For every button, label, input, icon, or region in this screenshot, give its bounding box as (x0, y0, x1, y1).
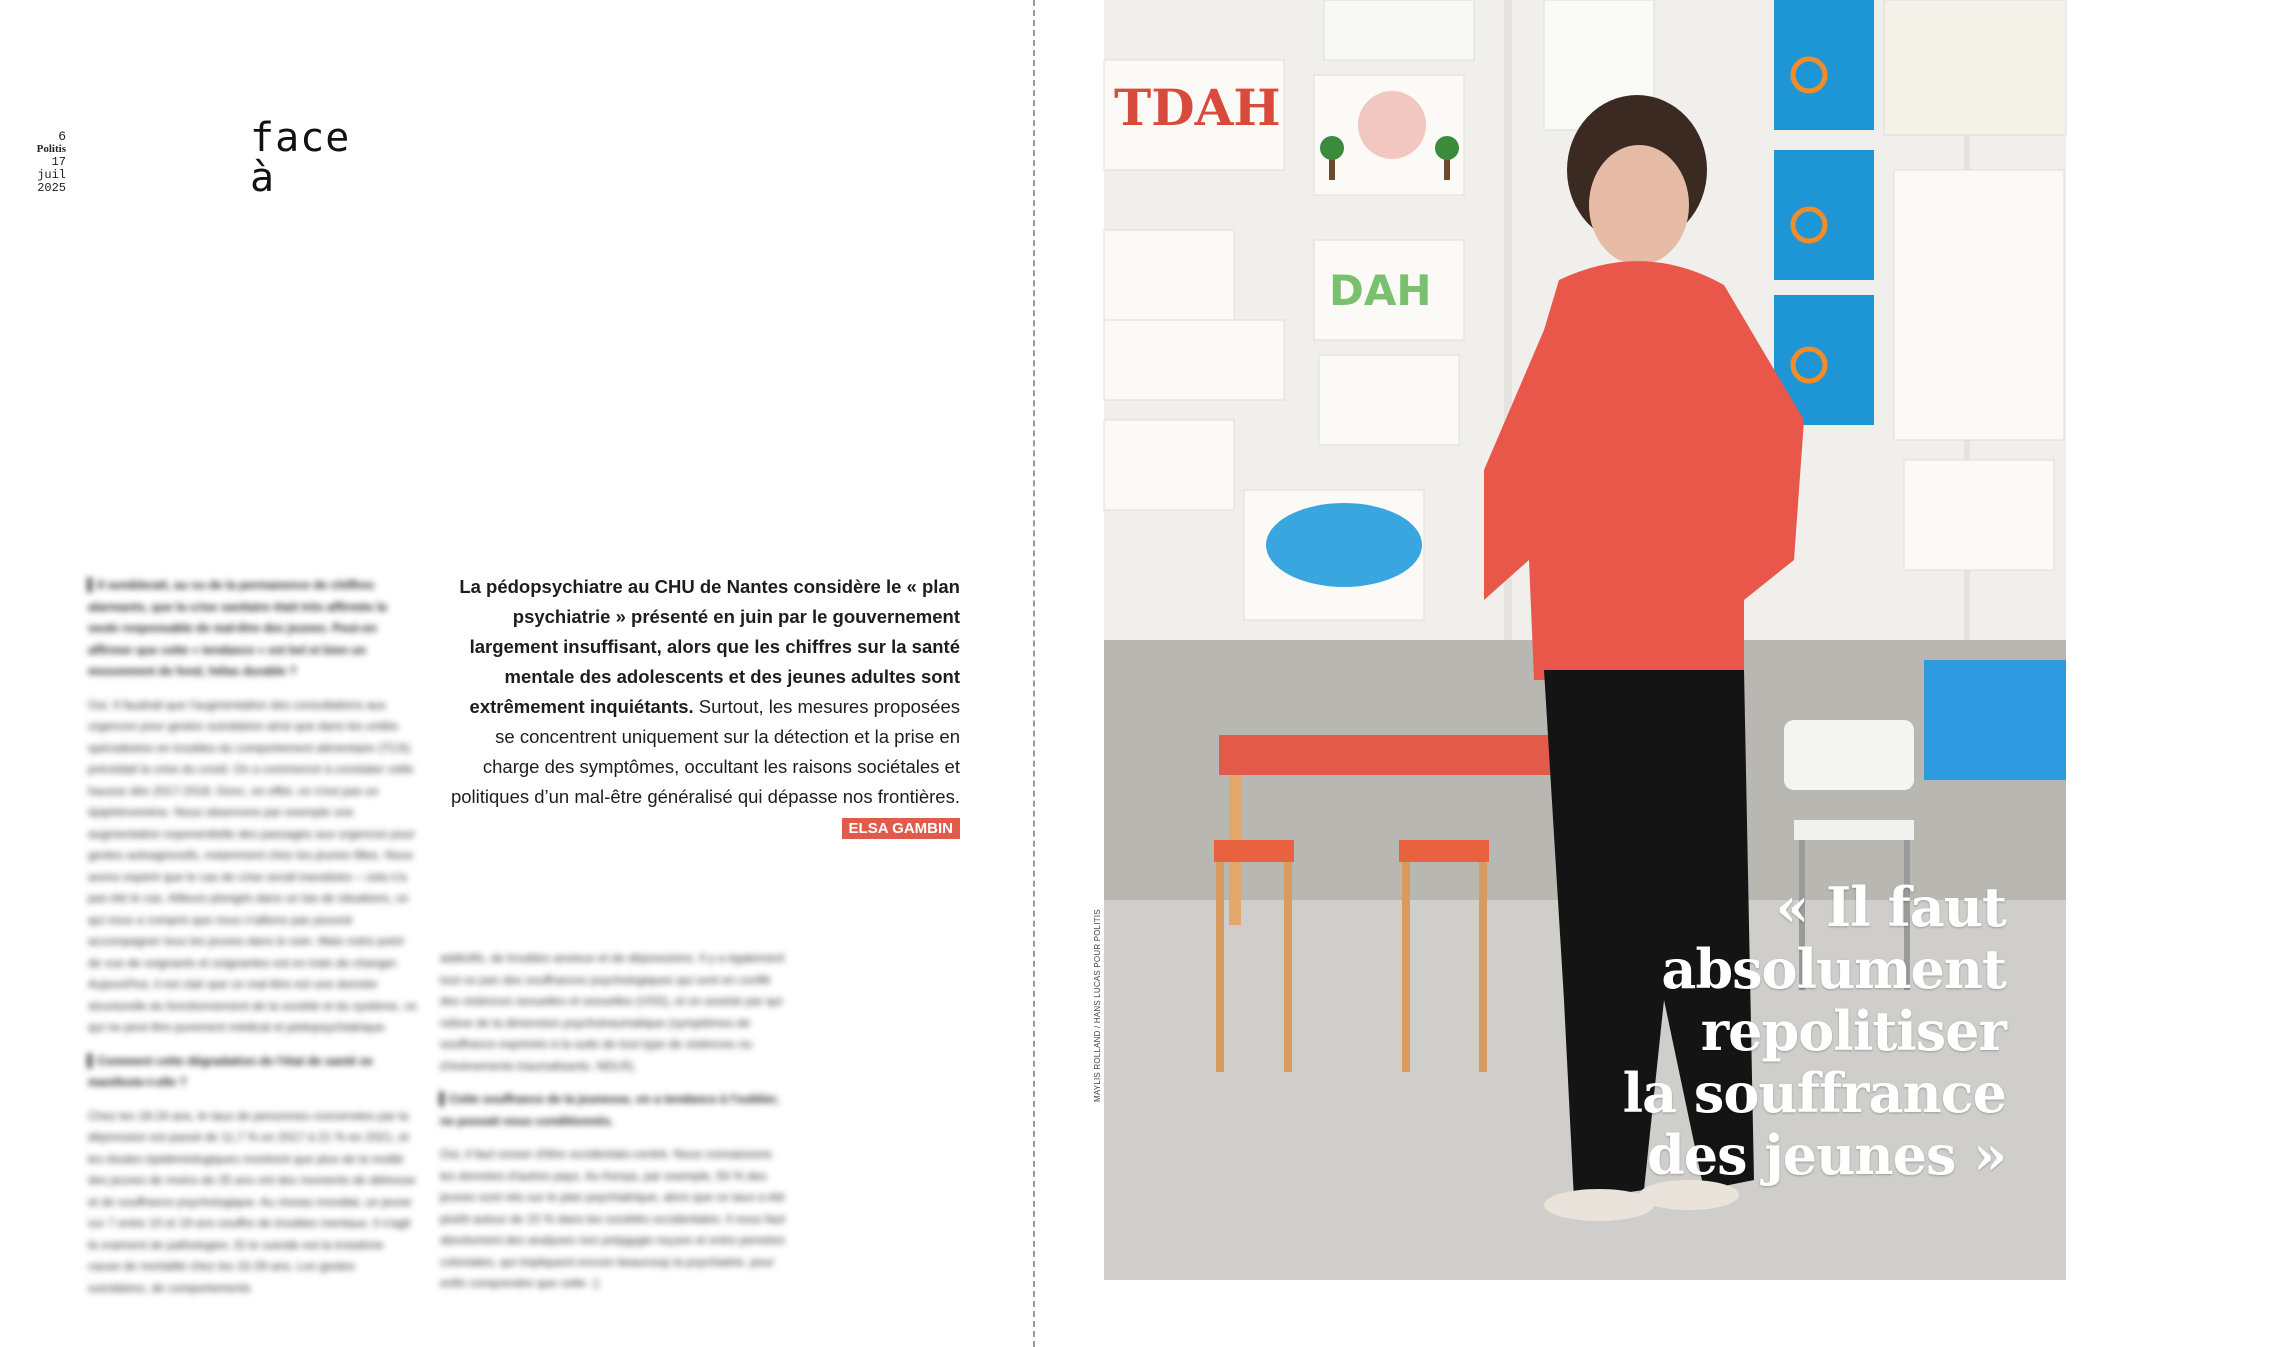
portrait-photo (1104, 0, 2270, 1288)
pull-quote (1623, 876, 2006, 1186)
page-fold (1033, 0, 1035, 1347)
blurred-body-column-2: addictifs, de troubles anxieux et de dépressions. Il y a également tout ce pan des souffrances psychologiques qui sont en conflit des violences sexuelles et sexuelles (VSS), et on assiste par qui relève de la dimension psychotraumatique (symptômes de souffrance exprimés à la suite de tout type de violences ou d'événements traumatisants. NDLR). ▍Cette souffrance de la jeunesse, on a tendance à l'oublier, ne pouvait nous conditionnés. Oui, il faut cesser d'être occidentalo-centré. Nous connaissons les données d'autres pays. Au Kenya, par exemple, 50 % des jeunes sont nés sur le plan psychiatrique, alors que ce taux a été plutôt autour de 15 % dans les sociétés occidentales. Il nous faut absolument des analyses non polygygie reçues et entre pensées coloniales, qui impliquent encore beaucoup la psychiatrie, pour enfin comprendre que cette ▯ (440, 951, 785, 1290)
svg-text:TDAH: TDAH (1114, 78, 1281, 137)
svg-text:DAH: DAH (1329, 266, 1432, 315)
standfirst-regular: Surtout, les mesures proposées se concentrent uniquement sur la détection et la prise en charge des symptômes, occultant les raisons sociétales et politiques d’un mal-être généralisé qui dépasse nos frontières. (450, 696, 960, 807)
pull-quote-line2: absolument (1661, 937, 2006, 1001)
section-rubric (250, 115, 351, 201)
folio-day: 17 (51, 155, 66, 169)
standfirst (450, 572, 960, 842)
rubric-line2: à (250, 155, 276, 201)
standfirst-bold: La pédopsychiatre au CHU de Nantes considère le « plan psychiatrie » présenté en juin par le gouvernement largement insuffisant, alors que les chiffres sur la santé mentale des adolescents et des jeunes adultes sont extrêmement inquiétants. (459, 576, 960, 717)
pull-quote-line1: « Il faut (1775, 875, 2006, 939)
page-number: 6 (58, 129, 66, 144)
photo-caption: À Nantes, le 11 juillet. (2230, 1240, 2270, 1288)
folio-year: 2025 (37, 181, 66, 195)
blurred-body-column-1: ▍Il semblerait, au vu de la permanence de chiffres alarmants, que la crise sanitaire était très affirmée la seule responsable de mal-être des jeunes. Peut-on affirmer que cette « tendance » est bel et bien un mouvement de fond, hélas durable ? Oui. Il faudrait que l'augmentation des consultations aux urgences pour gestes suicidaires ainsi que dans les unités spécialisées en troubles du comportement alimentaire (TCA) précédait la crise du covid. On a commencé à constater cette hausse dès 2017-2018. Donc, en effet, ce n'est pas un épiphénomène. Nous observons par exemple une augmentation exponentielle des passages aux urgences pour gestes autoagressifs, notamment chez les jeunes filles. Nous avons espéré que le cas de crise serait transitoire – cela n'a pas été le cas. Ailleurs plongés dans un tas de situations, ce qui nous a compris que nous n'allions pas pouvoir accompagner tous les jeunes dans le soin. Mais notre point de vue de soignants et soignantes est en train de changer. Aujourd'hui, il est clair que ce mal-être est une donnée structurelle du fonctionnement de la société et du système, ce qui ne peut être purement médical et pédopsychiatrique. ▍Comment cette dégradation de l'état de santé se manifeste-t-elle ? Chez les 18-24 ans, le taux de personnes concernées par la dépression est passé de 11,7 % en 2017 à 21 % en 2021, et les études épidémiologiques montrent que plus de la moitié des jeunes de moins de 25 ans ont des moments de détresse et de souffrance psychologique. Au niveau mondial, un jeune sur 7 entre 10 et 19 ans souffre de troubles mentaux. Il s'agit là vraiment de pathologies. Et le suicide est la troisième cause de mortalité chez les 15-29 ans. Les gestes suicidaires, de comportements (88, 578, 417, 1295)
left-page (0, 0, 1030, 1347)
byline-badge: ELSA GAMBIN (842, 818, 960, 839)
photo-credit: MAYLIS ROLLAND / HANS LUCAS POUR POLITIS (1093, 909, 1102, 1102)
magazine-brand: Politis (36, 143, 66, 155)
folio (30, 130, 66, 195)
pull-quote-line3: repolitiser (1700, 999, 2006, 1063)
pull-quote-line4: la souffrance (1622, 1061, 2006, 1125)
rubric-line1: face (250, 115, 351, 161)
folio-month: juil (37, 168, 66, 182)
pull-quote-line5: des jeunes » (1646, 1123, 2006, 1187)
